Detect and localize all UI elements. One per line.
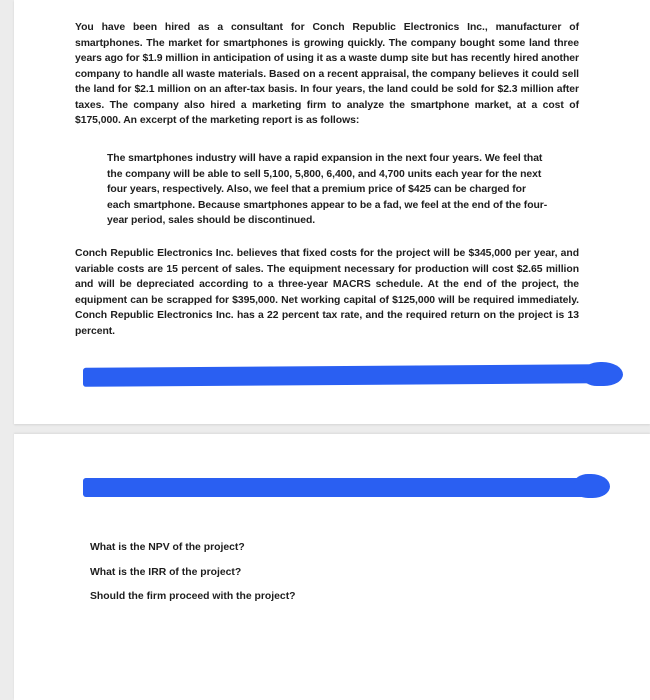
- redaction-mark-1-end: [583, 362, 623, 386]
- question-proceed: Should the firm proceed with the project?: [90, 591, 296, 602]
- redaction-mark-2-end: [574, 474, 610, 498]
- question-irr: What is the IRR of the project?: [90, 567, 242, 578]
- costs-paragraph: Conch Republic Electronics Inc. believes that fixed costs for the project will be $345,000 per year, and variable costs are 15 percent of sales. The equipment necessary for production will cost $2.65 million and will be depreciated according to a three-year MACRS schedule. At the end of the project, the equipment can be scrapped for $395,000. Net working capital of $125,000 will be required immediately. Conch Republic Electronics Inc. has a 22 percent tax rate, and the required return on the project is 13 percent.: [75, 248, 579, 337]
- question-npv: What is the NPV of the project?: [90, 542, 245, 553]
- intro-paragraph: You have been hired as a consultant for Conch Republic Electronics Inc., manufacturer of smartphones. The market for smartphones is growing quickly. The company bought some land three years ago for $1.9 million in anticipation of using it as a waste dump site but has recently hired another company to handle all waste materials. Based on a recent appraisal, the company believes it could sell the land for $2.1 million on an after-tax basis. In four years, the land could be sold for $2.3 million after taxes. The company also hired a marketing firm to analyze the smartphone market, at a cost of $175,000. An excerpt of the marketing report is as follows:: [75, 22, 579, 126]
- redaction-mark-2: [83, 478, 595, 497]
- marketing-excerpt: The smartphones industry will have a rapid expansion in the next four years. We feel that the company will be able to sell 5,100, 5,800, 6,400, and 4,700 units each year for the next four years, respectively. Also, we feel that a premium price of $425 can be charged for each smartphone. Because smartphones appear to be a fad, we feel at the end of the four-year period, sales should be discontinued.: [107, 153, 548, 226]
- redaction-mark-1: [83, 364, 605, 387]
